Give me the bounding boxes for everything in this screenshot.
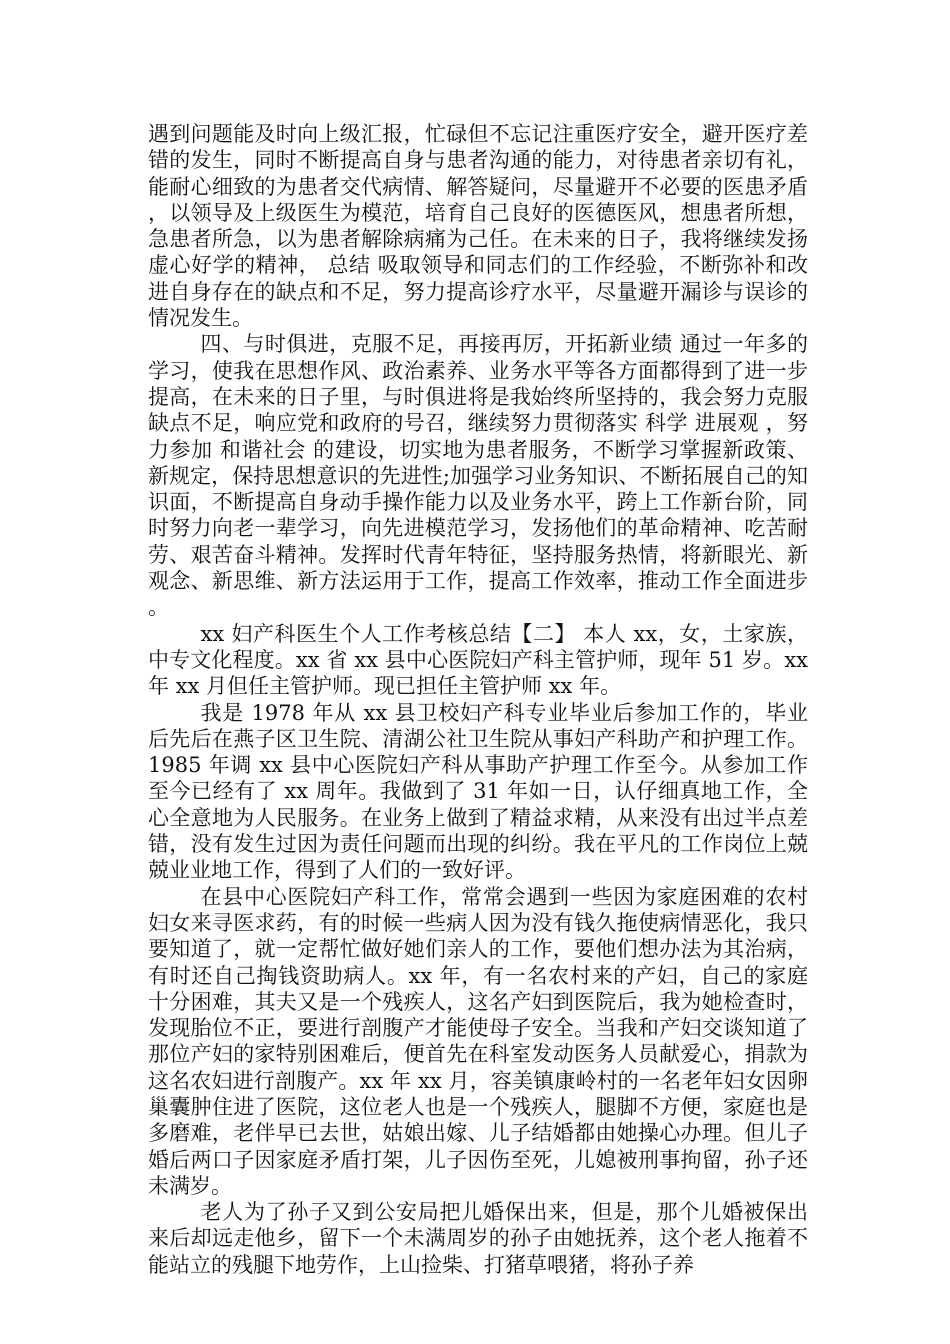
paragraph-section-four: 四、与时俱进，克服不足，再接再厉，开拓新业绩 通过一年多的学习，使我在思想作风、政治素养、业务水平等各方面都得到了进一步提高，在未来的日子里，与时俱进将是我始终所坚持的，我会努力克服缺点不足，响应党和政府的号召，继续努力贯彻落实 科学 进展观 ，努力参加 和谐社会 的建设，切实地为患者服务，不断学习掌握新政策、新规定，保持思想意识的先进性;加强学习业务知识、不断拓展自己的知识面，不断提高自身动手操作能力以及业务水平，跨上工作新台阶，同时努力向老一辈学习，向先进模范学习，发扬他们的革命精神、吃苦耐劳、艰苦奋斗精神。发挥时代青年特征，坚持服务热情，将新眼光、新观念、新思维、新方法运用于工作，提高工作效率，推动工作全面进步。 [148, 332, 808, 620]
paragraph-helping-patients: 在县中心医院妇产科工作，常常会遇到一些因为家庭困难的农村妇女来寻医求药，有的时候一些病人因为没有钱久拖使病情恶化，我只要知道了，就一定帮忙做好她们亲人的工作，要他们想办法为其治病，有时还自己掏钱资助病人。xx 年，有一名农村来的产妇，自己的家庭十分困难，其夫又是一个残疾人，这名产妇到医院后，我为她检查时，发现胎位不正，要进行剖腹产才能使母子安全。当我和产妇交谈知道了那位产妇的家特别困难后，便首先在科室发动医务人员献爱心，捐款为这名农妇进行剖腹产。xx 年 xx 月，容美镇康岭村的一名老年妇女因卵巢囊肿住进了医院，这位老人也是一个残疾人，腿脚不方便，家庭也是多磨难，老伴早已去世，姑娘出嫁、儿子结婚都由她操心办理。但儿子婚后两口子因家庭矛盾打架，儿子因伤至死，儿媳被刑事拘留，孙子还未满岁。 [148, 884, 808, 1198]
paragraph-elderly-patient: 老人为了孙子又到公安局把儿婚保出来，但是，那个儿婚被保出来后却远走他乡，留下一个未满周岁的孙子由她抚养，这个老人拖着不能站立的残腿下地劳作，上山捡柴、打猪草喂猪，将孙子养 [148, 1200, 808, 1277]
paragraph-career-history: 我是 1978 年从 xx 县卫校妇产科专业毕业后参加工作的，毕业后先后在燕子区卫生院、清湖公社卫生院从事妇产科助产和护理工作。1985 年调 xx 县中心医院妇产科从事助产护理工作至今。从参加工作至今已经有了 xx 周年。我做到了 31 年如一日，认仔细真地工作，全心全意地为人民服务。在业务上做到了精益求精，从来没有出过半点差错，没有发生过因为责任问题而出现的纠纷。我在平凡的工作岗位上兢兢业业地工作，得到了人们的一致好评。 [148, 700, 808, 883]
document-page [148, 121, 808, 1278]
paragraph-summary-two-intro: xx 妇产科医生个人工作考核总结【二】 本人 xx，女，土家族，中专文化程度。xx 省 xx 县中心医院妇产科主管护师，现年 51 岁。xx 年 xx 月但任主管护师。现已担任主管护师 xx 年。 [148, 621, 808, 699]
paragraph-continued: 遇到问题能及时向上级汇报，忙碌但不忘记注重医疗安全，避开医疗差错的发生，同时不断提高自身与患者沟通的能力，对待患者亲切有礼，能耐心细致的为患者交代病情、解答疑问，尽量避开不必要的医患矛盾，以领导及上级医生为模范，培育自己良好的医德医风，想患者所想，急患者所急，以为患者解除病痛为己任。在未来的日子，我将继续发扬虚心好学的精神， 总结 吸取领导和同志们的工作经验，不断弥补和改进自身存在的缺点和不足，努力提高诊疗水平，尽量避开漏诊与误诊的情况发生。 [148, 122, 808, 331]
